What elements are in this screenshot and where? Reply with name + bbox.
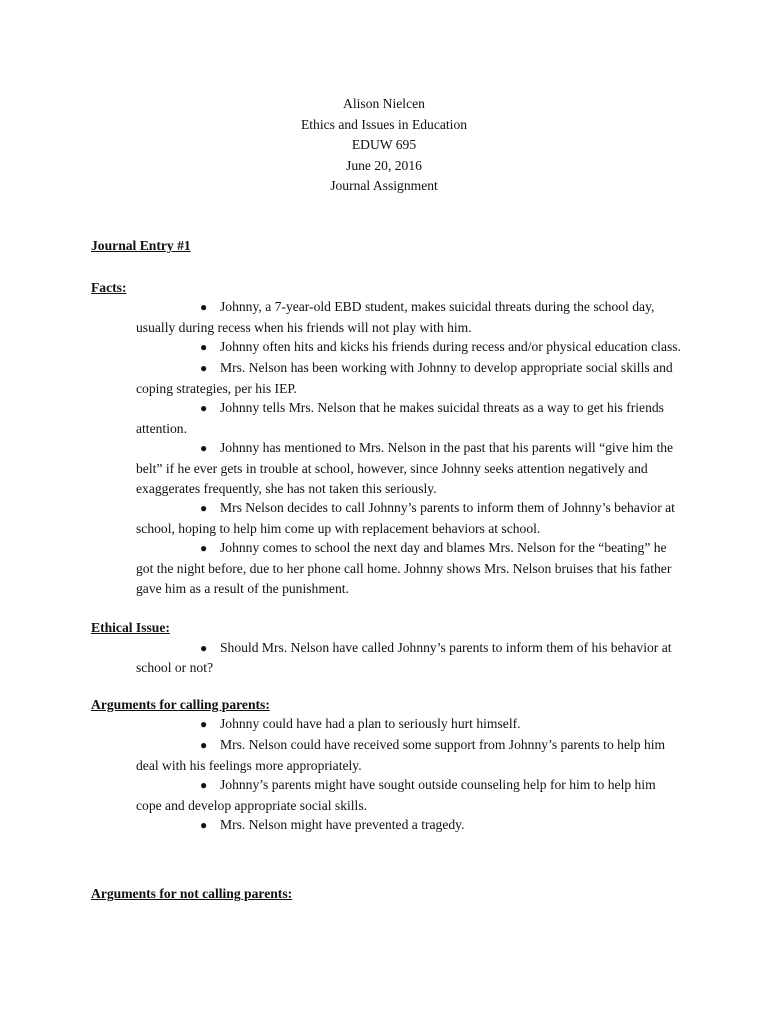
bullet-icon: ● <box>200 401 208 416</box>
list-item <box>91 398 681 438</box>
bullet-icon: ● <box>200 818 208 833</box>
list-item-text: Johnny often hits and kicks his friends during recess and/or physical education class. <box>220 339 681 355</box>
ethical-issue-list <box>91 638 681 678</box>
list-item-text: Mrs. Nelson has been working with Johnny to develop appropriate social skills and coping strategies, per his IEP. <box>136 359 673 396</box>
arguments-for-heading: Arguments for calling parents: <box>91 696 270 712</box>
bullet-icon: ● <box>200 778 208 793</box>
bullet-icon: ● <box>200 441 208 456</box>
arguments-for-section <box>91 695 681 836</box>
list-item <box>91 638 681 678</box>
list-item-text: Johnny, a 7-year-old EBD student, makes suicidal threats during the school day, usually during recess when his friends will not play with him. <box>136 299 655 335</box>
list-item <box>91 498 681 538</box>
list-item-text: Johnny’s parents might have sought outside counseling help for him to help him cope and develop appropriate social skills. <box>136 777 656 813</box>
bullet-icon: ● <box>200 738 208 753</box>
bullet-icon: ● <box>200 640 208 655</box>
list-item <box>91 714 681 735</box>
bullet-icon: ● <box>200 717 208 732</box>
bullet-icon: ● <box>200 501 208 516</box>
course-name: Ethics and Issues in Education <box>300 116 468 132</box>
arguments-against-section <box>91 884 681 904</box>
list-item <box>91 297 681 337</box>
course-code: EDUW 695 <box>351 137 417 152</box>
journal-entry-section <box>91 236 681 256</box>
facts-heading: Facts: <box>91 279 127 295</box>
assignment-title: Journal Assignment <box>330 178 438 193</box>
author-name: Alison Nielcen <box>343 96 425 111</box>
bullet-icon: ● <box>200 360 208 375</box>
list-item <box>91 438 681 498</box>
ethical-issue-section <box>91 618 681 678</box>
facts-list <box>91 297 681 598</box>
journal-entry-heading: Journal Entry #1 <box>91 238 191 253</box>
list-item-text: Johnny could have had a plan to seriously hurt himself. <box>220 716 521 732</box>
bullet-icon: ● <box>200 340 208 355</box>
list-item <box>91 538 681 598</box>
list-item-text: Mrs. Nelson could have received some support from Johnny’s parents to help him deal with his feelings more appropriately. <box>136 737 666 773</box>
bullet-icon: ● <box>200 300 208 315</box>
list-item-text: Should Mrs. Nelson have called Johnny’s parents to inform them of his behavior at school or not? <box>136 639 672 676</box>
list-item-text: Johnny has mentioned to Mrs. Nelson in the past that his parents will “give him the belt” if he ever gets in trouble at school, however, since Johnny seeks attention negatively and exaggerates frequently, she has not taken this seriously. <box>136 440 674 496</box>
arguments-against-heading: Arguments for not calling parents: <box>91 886 293 902</box>
list-item-text: Johnny comes to school the next day and blames Mrs. Nelson for the “beating” he got the night before, due to her phone call home. Johnny shows Mrs. Nelson bruises that his father gave him as a result of the punishment. <box>136 540 672 596</box>
facts-section <box>91 278 681 599</box>
list-item-text: Mrs. Nelson might have prevented a tragedy. <box>220 817 465 833</box>
arguments-for-list <box>91 714 681 836</box>
list-item <box>91 337 681 358</box>
list-item <box>91 735 681 775</box>
list-item <box>91 815 681 836</box>
ethical-issue-heading: Ethical Issue: <box>91 620 170 636</box>
document-date: June 20, 2016 <box>346 157 422 173</box>
list-item <box>91 775 681 815</box>
list-item <box>91 358 681 398</box>
document-body <box>91 236 681 904</box>
document-header <box>0 94 768 197</box>
list-item-text: Johnny tells Mrs. Nelson that he makes suicidal threats as a way to get his friends attention. <box>136 400 664 436</box>
list-item-text: Mrs Nelson decides to call Johnny’s parents to inform them of Johnny’s behavior at school, hoping to help him come up with replacement behaviors at school. <box>136 500 675 536</box>
bullet-icon: ● <box>200 541 208 556</box>
